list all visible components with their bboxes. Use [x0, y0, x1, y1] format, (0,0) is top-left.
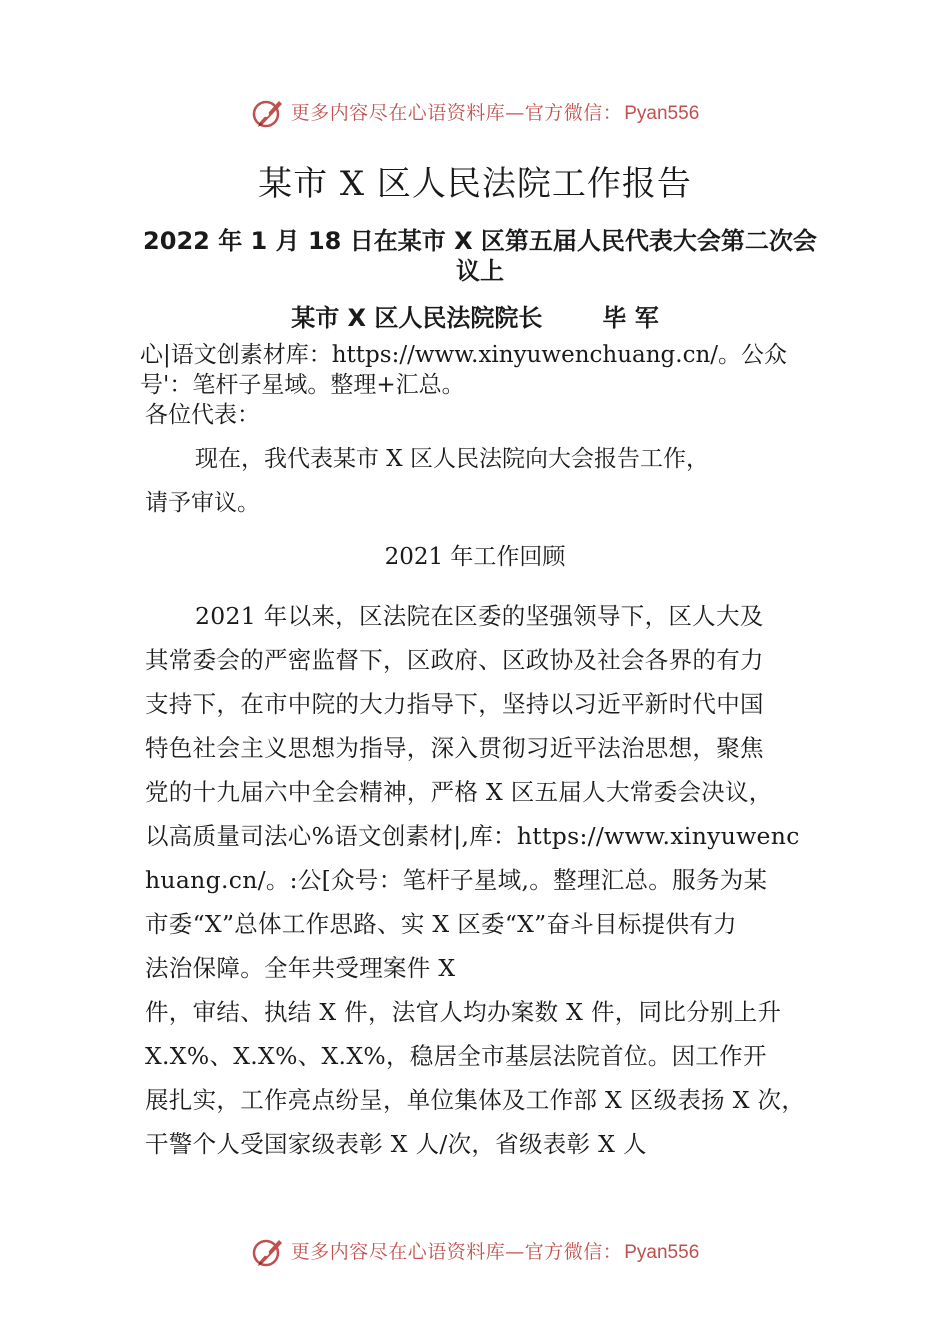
body-line: 件，审结、执结 X 件，法官人均办案数 X 件，同比分别上升	[145, 998, 782, 1026]
author-name: 毕 军	[602, 304, 659, 332]
body-line: 以高质量司法心%语文创素材|,库：https://www.xinyuwenc	[145, 822, 800, 850]
body-line: 2021 年以来，区法院在区委的坚强领导下，区人大及	[195, 602, 764, 630]
document-subtitle: 2022 年 1 月 18 日在某市 X 区第五届人民代表大会第二次会议上	[143, 227, 817, 285]
body-line: 干警个人受国家级表彰 X 人/次，省级表彰 X 人	[145, 1130, 647, 1158]
body-line: 特色社会主义思想为指导，深入贯彻习近平法治思想，聚焦	[145, 734, 764, 762]
author-line	[0, 298, 950, 333]
quill-logo-icon	[251, 1235, 285, 1269]
body-line: X.X%、X.X%、X.X%，稳居全市基层法院首位。因工作开	[145, 1042, 767, 1070]
intro-line-2: 请予审议。	[145, 490, 260, 516]
header-banner	[0, 93, 950, 133]
salutation: 各位代表：	[145, 402, 260, 428]
banner-account: Pyan556	[624, 102, 700, 124]
body-line: 其常委会的严密监督下，区政府、区政协及社会各界的有力	[145, 646, 764, 674]
body-line: 法治保障。全年共受理案件 X	[145, 954, 456, 982]
document-title: 某市 X 区人民法院工作报告	[258, 164, 692, 204]
watermark-line-2: 号'：笔杆子星域。整理+汇总。	[140, 372, 465, 398]
watermark-line-1: 心|语文创素材库：https://www.xinyuwenchuang.cn/。公众	[140, 342, 788, 368]
body-line: huang.cn/。:公[众号：笔杆子星域,。整理汇总。服务为某	[145, 866, 768, 894]
banner-text: 更多内容尽在心语资料库—官方微信：	[290, 101, 623, 124]
body-line: 支持下，在市中院的大力指导下，坚持以习近平新时代中国	[145, 690, 764, 718]
quill-logo-icon	[251, 96, 285, 130]
body-line: 市委“X”总体工作思路、实 X 区委“X”奋斗目标提供有力	[145, 910, 737, 938]
banner-account: Pyan556	[624, 1241, 700, 1263]
intro-line-1: 现在，我代表某市 X 区人民法院向大会报告工作，	[195, 446, 709, 472]
banner-text: 更多内容尽在心语资料库—官方微信：	[290, 1240, 623, 1263]
body-line: 党的十九届六中全会精神，严格 X 区五届人大常委会决议，	[145, 778, 773, 806]
footer-banner	[0, 1232, 950, 1272]
body-line: 展扎实，工作亮点纷呈，单位集体及工作部 X 区级表扬 X 次，	[145, 1086, 806, 1114]
author-title: 某市 X 区人民法院院长	[291, 304, 543, 332]
section-heading: 2021 年工作回顾	[384, 544, 566, 570]
